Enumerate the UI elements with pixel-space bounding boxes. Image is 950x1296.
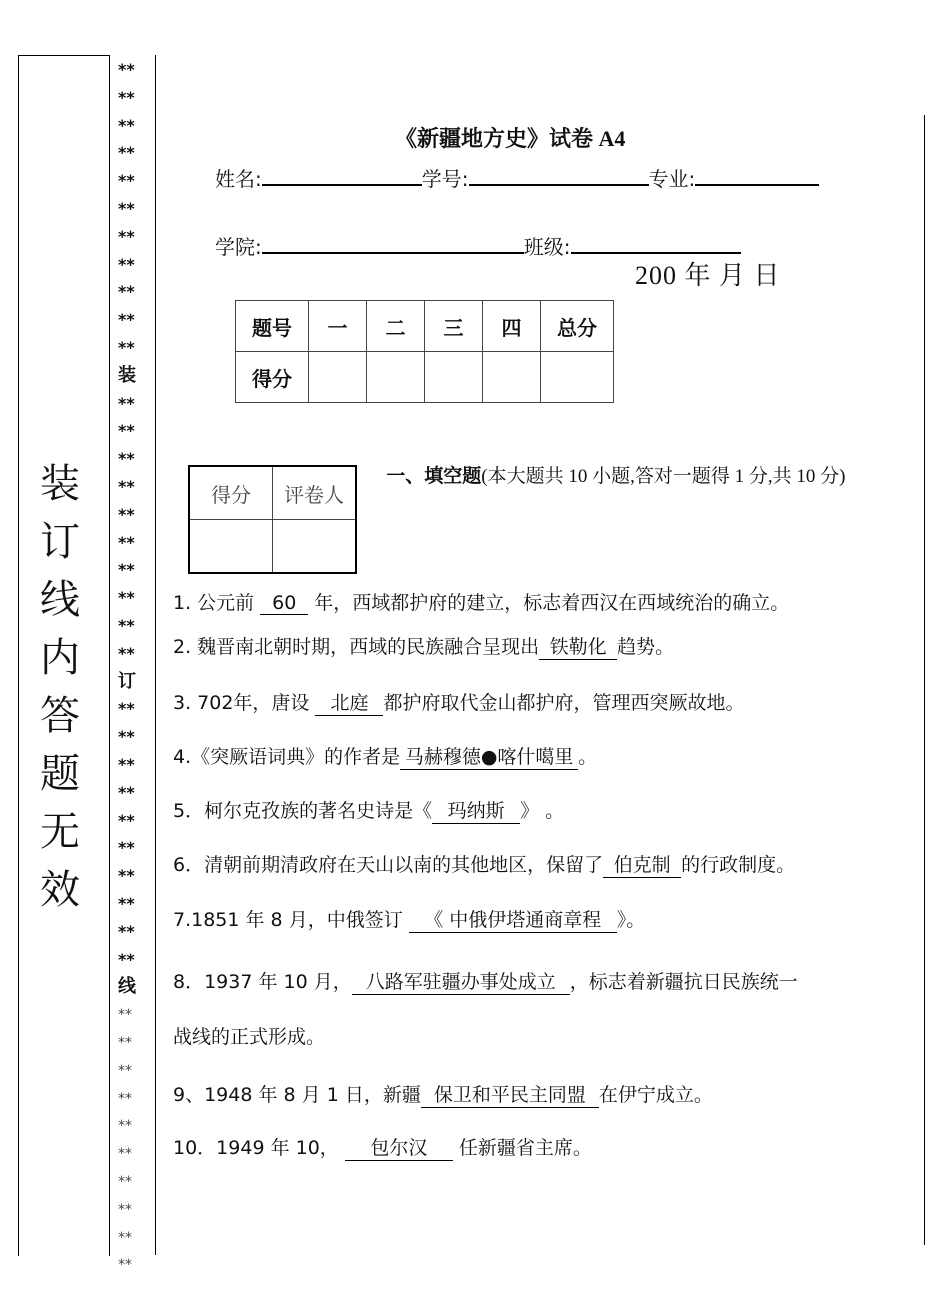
binding-star-column bbox=[110, 55, 156, 1274]
binding-star-marker: ** bbox=[118, 1062, 132, 1079]
question-8-continued bbox=[173, 1022, 325, 1049]
question-text: 的行政制度。 bbox=[681, 854, 796, 876]
score-header: 总分 bbox=[541, 301, 614, 352]
name-field[interactable] bbox=[262, 162, 422, 186]
college-label: 学院: bbox=[215, 235, 262, 259]
question-text: 3. 702年，唐设 bbox=[173, 692, 310, 714]
question-text: 6．清朝前期清政府在天山以南的其他地区，保留了 bbox=[173, 854, 604, 876]
score-header: 三 bbox=[425, 301, 483, 352]
binding-star-marker: ** bbox=[118, 1118, 132, 1135]
binding-star-marker: ** bbox=[118, 199, 135, 218]
question-text: 8．1937 年 10 月， bbox=[173, 971, 352, 993]
binding-star-marker: ** bbox=[118, 449, 135, 469]
exam-title: 《新疆地方史》试卷 A4 bbox=[395, 126, 626, 151]
binding-star-marker: ** bbox=[118, 1201, 132, 1218]
binding-star-marker: ** bbox=[118, 1229, 132, 1246]
student-id-label: 学号: bbox=[421, 167, 469, 191]
binding-star-marker: ** bbox=[118, 727, 135, 747]
answer-blank[interactable]: 八路军驻疆办事处成立 bbox=[352, 967, 570, 995]
grader-table bbox=[188, 465, 357, 574]
question-text: 都护府取代金山都护府，管理西突厥故地。 bbox=[383, 692, 745, 714]
score-cell[interactable] bbox=[309, 352, 367, 403]
grader-score-label: 得分 bbox=[189, 466, 273, 520]
question-6 bbox=[173, 850, 795, 878]
section-note: (本大题共 10 小题,答对一题得 1 分,共 10 分) bbox=[481, 466, 846, 487]
score-header: 四 bbox=[483, 301, 541, 352]
question-text: 在伊宁成立。 bbox=[598, 1084, 713, 1106]
answer-blank[interactable]: 60 bbox=[260, 592, 308, 615]
binding-label: 线 bbox=[118, 976, 136, 998]
question-text: 。 bbox=[578, 746, 598, 768]
binding-star-marker: ** bbox=[118, 115, 135, 135]
binding-star-marker: ** bbox=[118, 782, 135, 802]
question-text: 任新疆省主席。 bbox=[458, 1137, 592, 1159]
section-heading bbox=[372, 462, 852, 492]
answer-blank[interactable]: 北庭 bbox=[315, 688, 383, 716]
binding-star-marker: ** bbox=[118, 894, 135, 913]
question-4 bbox=[173, 742, 597, 770]
binding-star-marker: ** bbox=[118, 421, 135, 441]
info-row-1 bbox=[215, 162, 819, 192]
binding-char: 装 bbox=[40, 461, 80, 507]
binding-star-marker: ** bbox=[118, 532, 135, 552]
binding-star-marker: ** bbox=[118, 1174, 132, 1190]
score-header: 题号 bbox=[236, 301, 309, 352]
question-text: 1. 公元前 bbox=[173, 592, 255, 614]
binding-star-marker: ** bbox=[118, 588, 135, 608]
question-text: 2. 魏晋南北朝时期，西域的民族融合呈现出 bbox=[173, 636, 540, 658]
grader-name-label: 评卷人 bbox=[273, 466, 357, 520]
score-table bbox=[235, 300, 614, 403]
binding-star-marker: ** bbox=[118, 755, 135, 774]
binding-char: 答 bbox=[40, 693, 80, 739]
question-text: ，标志着新疆抗日民族统一 bbox=[569, 971, 798, 993]
class-field[interactable] bbox=[571, 230, 741, 254]
binding-label: 订 bbox=[118, 670, 136, 692]
section-title: 一、填空题 bbox=[386, 466, 482, 487]
question-1 bbox=[173, 588, 789, 615]
binding-star-marker: ** bbox=[118, 1035, 132, 1051]
question-text: 9、1948 年 8 月 1 日，新疆 bbox=[173, 1084, 421, 1106]
name-label: 姓名: bbox=[215, 167, 262, 191]
binding-star-marker: ** bbox=[118, 254, 135, 274]
score-cell[interactable] bbox=[483, 352, 541, 403]
question-3 bbox=[173, 688, 745, 716]
question-text: 》 。 bbox=[520, 800, 565, 822]
grader-name-cell[interactable] bbox=[273, 520, 357, 574]
binding-star-marker: ** bbox=[118, 87, 135, 107]
question-text: 7.1851 年 8 月，中俄签订 bbox=[173, 909, 403, 931]
question-8 bbox=[173, 967, 798, 995]
binding-star-marker: ** bbox=[118, 1257, 132, 1274]
binding-star-marker: ** bbox=[118, 643, 135, 663]
college-field[interactable] bbox=[262, 230, 524, 254]
score-cell[interactable] bbox=[367, 352, 425, 403]
major-label: 专业: bbox=[648, 167, 696, 191]
question-2 bbox=[173, 632, 674, 660]
score-cell[interactable] bbox=[541, 352, 614, 403]
binding-char: 线 bbox=[40, 577, 80, 623]
question-text: 4.《突厥语词典》的作者是 bbox=[173, 746, 401, 768]
answer-blank[interactable]: 保卫和平民主同盟 bbox=[421, 1080, 599, 1108]
answer-blank[interactable]: 铁勒化 bbox=[539, 632, 617, 660]
binding-star-marker: ** bbox=[118, 282, 135, 302]
exam-date: 200 年 月 日 bbox=[635, 261, 781, 290]
answer-blank[interactable]: 伯克制 bbox=[603, 850, 681, 878]
binding-star-marker: ** bbox=[118, 338, 135, 357]
binding-star-marker: ** bbox=[118, 921, 135, 941]
question-10 bbox=[173, 1133, 592, 1161]
binding-char: 订 bbox=[40, 519, 80, 565]
score-header: 一 bbox=[309, 301, 367, 352]
binding-char: 效 bbox=[40, 867, 80, 913]
binding-star-marker: ** bbox=[118, 866, 135, 886]
binding-star-marker: ** bbox=[118, 60, 135, 79]
class-label: 班级: bbox=[523, 235, 571, 259]
student-id-field[interactable] bbox=[469, 162, 649, 186]
score-cell[interactable] bbox=[425, 352, 483, 403]
binding-star-marker: ** bbox=[118, 1090, 132, 1107]
answer-blank[interactable]: 玛纳斯 bbox=[432, 796, 520, 824]
question-text: 10．1949 年 10， bbox=[173, 1137, 339, 1159]
binding-star-marker: ** bbox=[118, 810, 135, 830]
question-5 bbox=[173, 796, 564, 824]
binding-char: 无 bbox=[40, 809, 80, 855]
binding-star-marker: ** bbox=[118, 838, 135, 858]
binding-star-marker: ** bbox=[118, 171, 135, 191]
binding-star-marker: ** bbox=[118, 560, 135, 580]
binding-star-marker: ** bbox=[118, 393, 135, 413]
binding-star-marker: ** bbox=[118, 1007, 132, 1024]
binding-label: 装 bbox=[118, 364, 136, 386]
binding-star-marker: ** bbox=[118, 616, 135, 635]
binding-warning bbox=[30, 455, 90, 919]
question-text: 》。 bbox=[616, 909, 646, 931]
binding-star-marker: ** bbox=[118, 477, 135, 496]
answer-blank[interactable]: 马赫穆德●喀什噶里 bbox=[400, 742, 578, 770]
binding-star-marker: ** bbox=[118, 226, 135, 246]
binding-char: 题 bbox=[40, 751, 80, 797]
grader-score-cell[interactable] bbox=[189, 520, 273, 574]
binding-char: 内 bbox=[40, 635, 80, 681]
right-margin-rule bbox=[924, 115, 925, 1245]
question-text: 趋势。 bbox=[617, 636, 675, 658]
binding-star-marker: ** bbox=[118, 699, 135, 719]
binding-star-marker: ** bbox=[118, 504, 135, 524]
question-text: 5．柯尔克孜族的著名史诗是《 bbox=[173, 800, 433, 822]
major-field[interactable] bbox=[695, 162, 819, 186]
question-9 bbox=[173, 1080, 713, 1108]
answer-blank[interactable]: 《 中俄伊塔通商章程 bbox=[409, 905, 617, 933]
binding-star-marker: ** bbox=[118, 949, 135, 969]
binding-star-marker: ** bbox=[118, 310, 135, 330]
answer-blank[interactable]: 包尔汉 bbox=[345, 1133, 453, 1161]
question-7 bbox=[173, 905, 645, 933]
question-text: 年，西域都护府的建立，标志着西汉在西域统治的确立。 bbox=[314, 592, 790, 614]
score-header: 二 bbox=[367, 301, 425, 352]
binding-star-marker: ** bbox=[118, 143, 135, 163]
binding-star-marker: ** bbox=[118, 1146, 132, 1163]
question-text: 战线的正式形成。 bbox=[173, 1026, 326, 1048]
score-row-label: 得分 bbox=[236, 352, 309, 403]
